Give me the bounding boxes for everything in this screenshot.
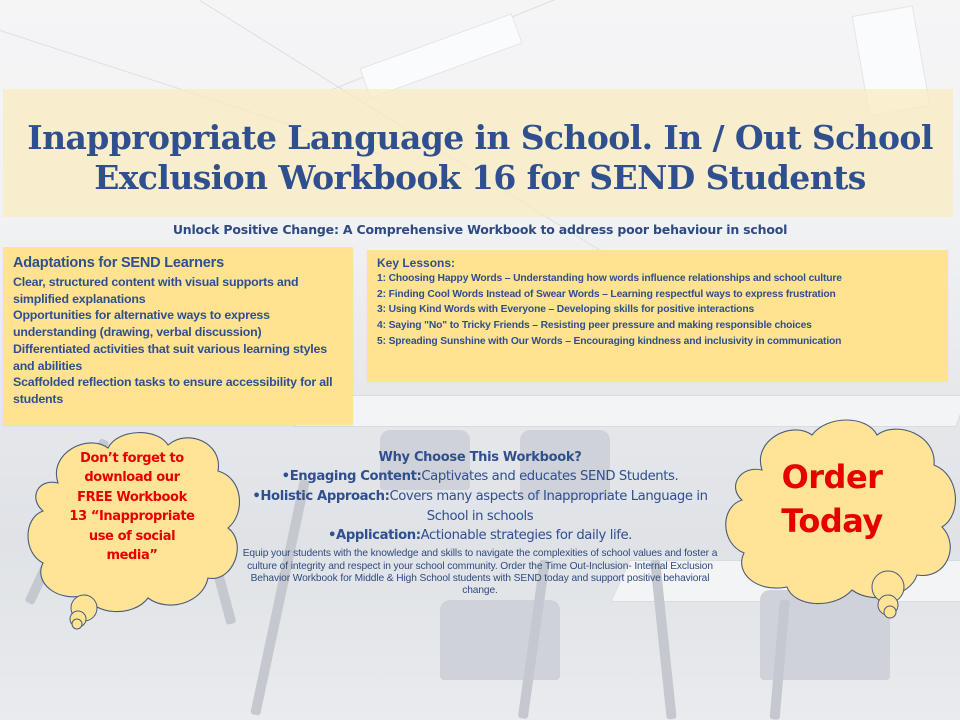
why-choose-section — [238, 448, 722, 598]
free-workbook-callout[interactable] — [18, 423, 250, 635]
lesson-item: 2: Finding Cool Words Instead of Swear Words – Learning respectful ways to express frustration — [377, 288, 836, 300]
order-today-button[interactable]: Order Today — [781, 458, 883, 540]
benefit-text: Captivates and educates SEND Students. — [421, 469, 679, 484]
lesson-item: 3: Using Kind Words with Everyone – Developing skills for positive interactions — [377, 304, 755, 316]
benefit-text: Actionable strategies for daily life. — [420, 528, 632, 544]
list-item: Scaffolded reflection tasks to ensure accessibility for all students — [13, 375, 333, 406]
list-item: Differentiated activities that suit various learning styles and abilities — [13, 341, 327, 373]
why-choose-heading: Why Choose This Workbook? — [378, 450, 582, 465]
benefit-text: Covers many aspects of Inappropriate Language in School in schools — [389, 488, 708, 524]
title-line-1: Inappropriate Language in School. In / Out School — [27, 118, 933, 157]
key-lessons-list — [377, 271, 947, 350]
key-lessons-panel — [367, 250, 948, 381]
adaptations-heading: Adaptations for SEND Learners — [13, 255, 224, 271]
benefit-point — [238, 467, 722, 487]
adaptations-list — [13, 274, 349, 408]
lesson-item: 4: Saying "No" to Tricky Friends – Resisting peer pressure and making responsible choices — [377, 320, 812, 332]
order-today-callout[interactable] — [712, 415, 960, 633]
adaptations-panel — [3, 247, 353, 425]
lesson-item: 1: Choosing Happy Words – Understanding how words influence relationships and school culture — [377, 273, 842, 284]
benefit-label: •Application: — [328, 528, 421, 544]
description-paragraph: Equip your students with the knowledge and skills to navigate the complexities of school values and foster a culture of integrity and respect in your school community. Order the Time Out-Inclusion- Internal Exclusion Behavior Workbook for Middle & High School students with SEND today and support positive behavioral change. — [242, 548, 718, 597]
benefit-point — [238, 487, 722, 527]
free-workbook-text: Don’t forget to download our FREE Workbook 13 “Inappropriate use of social media” — [69, 451, 195, 564]
list-item: Clear, structured content with visual supports and simplified explanations — [13, 275, 299, 306]
benefit-label: •Engaging Content: — [281, 469, 422, 484]
page-title — [0, 118, 960, 198]
key-lessons-heading: Key Lessons: — [377, 256, 456, 270]
list-item: Opportunities for alternative ways to express understanding (drawing, verbal discussion) — [13, 308, 270, 340]
title-line-2: Exclusion Workbook 16 for SEND Students — [94, 158, 866, 197]
subtitle: Unlock Positive Change: A Comprehensive Workbook to address poor behaviour in school — [172, 222, 788, 237]
benefit-label: •Holistic Approach: — [252, 488, 390, 504]
benefit-point — [238, 526, 722, 546]
lesson-item: 5: Spreading Sunshine with Our Words – Encouraging kindness and inclusivity in communication — [377, 335, 842, 347]
